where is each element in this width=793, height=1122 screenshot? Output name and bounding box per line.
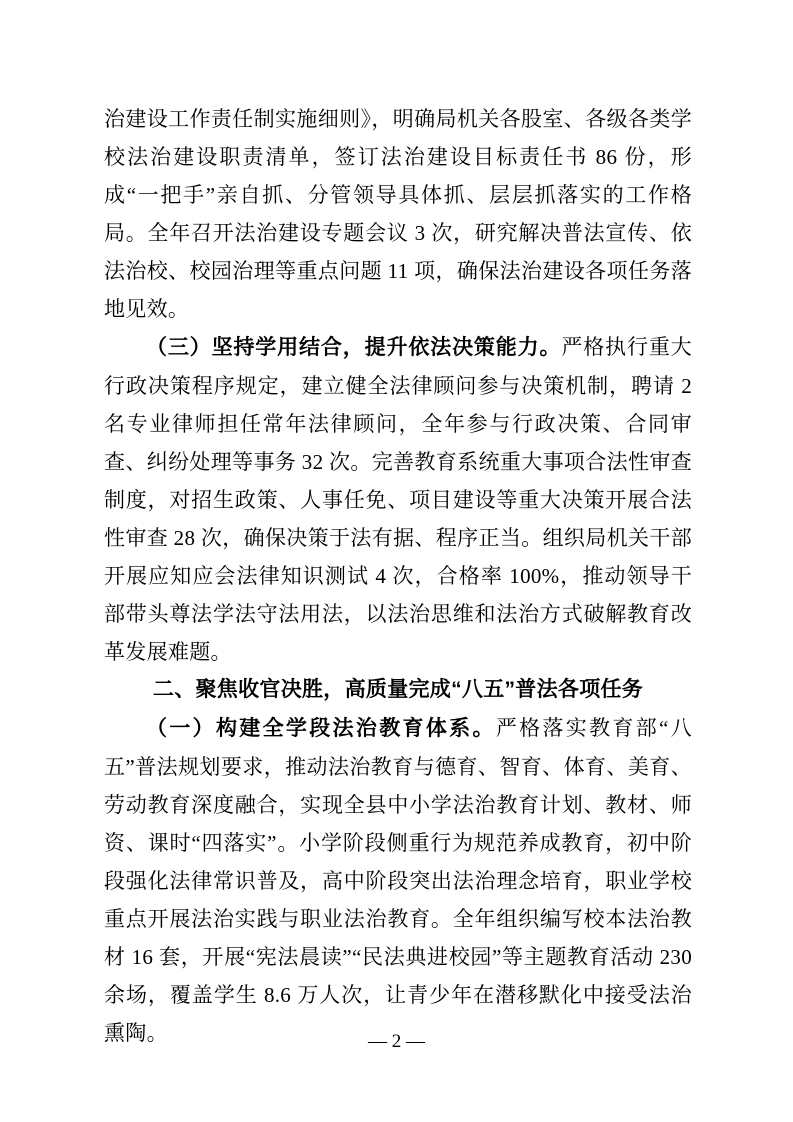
paragraph-continuation bbox=[104, 100, 692, 328]
paragraph-section-three bbox=[104, 328, 692, 671]
section-heading: 二、聚焦收官决胜，高质量完成“八五”普法各项任务 bbox=[152, 678, 644, 701]
paragraph-lead-bold: （三）坚持学用结合，提升依法决策能力。 bbox=[146, 336, 562, 359]
paragraph-section-one bbox=[104, 709, 692, 1052]
paragraph-lead-bold: （一）构建全学段法治教育体系。 bbox=[146, 717, 496, 740]
page-number: — 2 — bbox=[368, 1031, 425, 1052]
document-body bbox=[104, 100, 692, 1052]
paragraph-text: 严格落实教育部“八五”普法规划要求，推动法治教育与德育、智育、体育、美育、劳动教育深度融合，实现全县中小学法治教育计划、教材、师资、课时“四落实”。小学阶段侧重行为规范养成教育，初中阶段强化法律常识普及，高中阶段突出法治理念培育，职业学校重点开展法治实践与职业法治教育。全年组织编写校本法治教材 16 套，开展“宪法晨读”“民法典进校园”等主题教育活动 230 余场，覆盖学生 8.6 万人次，让青少年在潜移默化中接受法治熏陶。 bbox=[104, 716, 692, 1045]
paragraph-text: 严格执行重大行政决策程序规定，建立健全法律顾问参与决策机制，聘请 2 名专业律师担任常年法律顾问，全年参与行政决策、合同审查、纠纷处理等事务 32 次。完善教育系统重大事项合法性审查制度，对招生政策、人事任免、项目建设等重大决策开展合法性审查 28 次，确保决策于法有据、程序正当。组织局机关干部开展应知应会法律知识测试 4 次，合格率 100%，推动领导干部带头尊法学法守法用法，以法治思维和法治方式破解教育改革发展难题。 bbox=[104, 335, 692, 664]
paragraph-text: 治建设工作责任制实施细则》，明确局机关各股室、各级各类学校法治建设职责清单，签订法治建设目标责任书 86 份，形成“一把手”亲自抓、分管领导具体抓、层层抓落实的工作格局。全年召开法治建设专题会议 3 次，研究解决普法宣传、依法治校、校园治理等重点问题 11 项，确保法治建设各项任务落地见效。 bbox=[104, 107, 692, 321]
